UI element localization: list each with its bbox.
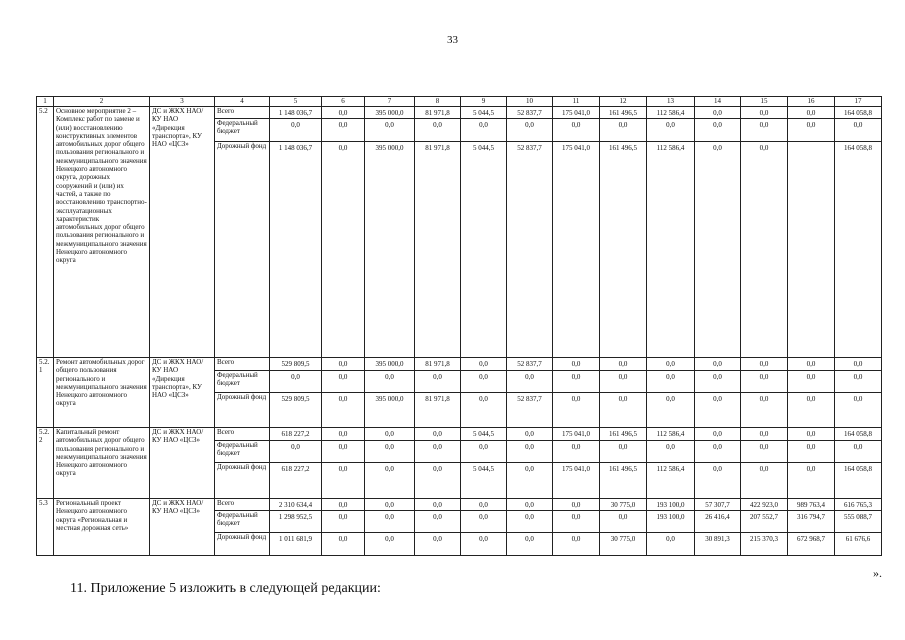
value-cell: 175 041,0	[553, 142, 600, 358]
value-cell: 0,0	[415, 533, 461, 556]
column-number-7: 7	[365, 97, 415, 107]
value-cell: 0,0	[461, 119, 507, 142]
value-cell: 0,0	[600, 119, 647, 142]
value-cell: 0,0	[322, 463, 365, 499]
section-name: Капитальный ремонт автомобильных дорог общего пользования регионального и межмуниципального значения Ненецкого автономного округа	[54, 428, 150, 499]
value-cell: 0,0	[507, 533, 553, 556]
instruction-text: 11. Приложение 5 изложить в следующей редакции:	[70, 581, 381, 596]
value-cell: 0,0	[835, 371, 882, 393]
value-cell: 672 968,7	[788, 533, 835, 556]
value-cell: 0,0	[788, 428, 835, 441]
value-cell: 0,0	[322, 393, 365, 428]
value-cell: 0,0	[741, 371, 788, 393]
value-cell: 207 552,7	[741, 511, 788, 533]
section-executor: ДС и ЖКХ НАО/ КУ НАО «ЦСЗ»	[150, 428, 215, 499]
value-cell: 0,0	[741, 119, 788, 142]
funding-source: Федеральный бюджет	[215, 119, 270, 142]
value-cell: 0,0	[647, 441, 695, 463]
column-number-11: 11	[553, 97, 600, 107]
value-cell: 0,0	[415, 511, 461, 533]
value-cell: 0,0	[788, 371, 835, 393]
value-cell: 0,0	[695, 393, 741, 428]
value-cell: 0,0	[553, 499, 600, 511]
value-cell: 0,0	[365, 119, 415, 142]
value-cell: 161 496,5	[600, 107, 647, 119]
section-executor: ДС и ЖКХ НАО/ КУ НАО «Дирекция транспорта», КУ НАО «ЦСЗ»	[150, 358, 215, 428]
value-cell: 0,0	[322, 533, 365, 556]
value-cell: 81 971,8	[415, 393, 461, 428]
value-cell: 529 809,5	[270, 358, 322, 371]
value-cell: 0,0	[647, 119, 695, 142]
funding-source: Федеральный бюджет	[215, 511, 270, 533]
value-cell: 1 298 952,5	[270, 511, 322, 533]
value-cell: 0,0	[695, 463, 741, 499]
value-cell: 5 044,5	[461, 463, 507, 499]
section-name: Ремонт автомобильных дорог общего пользования регионального и межмуниципального значения Ненецкого автономного округа	[54, 358, 150, 428]
value-cell: 0,0	[788, 358, 835, 371]
value-cell: 0,0	[647, 371, 695, 393]
value-cell: 30 775,0	[600, 499, 647, 511]
table-row	[37, 358, 882, 371]
value-cell: 0,0	[788, 441, 835, 463]
value-cell: 618 227,2	[270, 463, 322, 499]
value-cell: 112 586,4	[647, 142, 695, 358]
budget-table	[36, 96, 882, 556]
value-cell: 0,0	[365, 533, 415, 556]
funding-source: Всего	[215, 107, 270, 119]
value-cell: 0,0	[270, 119, 322, 142]
value-cell: 0,0	[741, 358, 788, 371]
budget-table-container	[36, 96, 881, 556]
value-cell: 0,0	[553, 441, 600, 463]
value-cell: 0,0	[647, 393, 695, 428]
value-cell: 0,0	[553, 371, 600, 393]
value-cell: 0,0	[741, 441, 788, 463]
value-cell: 0,0	[461, 533, 507, 556]
value-cell: 0,0	[695, 358, 741, 371]
column-number-15: 15	[741, 97, 788, 107]
value-cell	[788, 142, 835, 358]
value-cell: 0,0	[695, 371, 741, 393]
value-cell: 395 000,0	[365, 393, 415, 428]
value-cell: 0,0	[322, 107, 365, 119]
value-cell: 0,0	[835, 441, 882, 463]
value-cell: 0,0	[507, 428, 553, 441]
funding-source: Всего	[215, 428, 270, 441]
value-cell: 164 058,8	[835, 142, 882, 358]
value-cell: 52 837,7	[507, 142, 553, 358]
value-cell: 81 971,8	[415, 107, 461, 119]
value-cell: 81 971,8	[415, 358, 461, 371]
value-cell: 1 148 036,7	[270, 107, 322, 119]
value-cell: 52 837,7	[507, 358, 553, 371]
value-cell: 52 837,7	[507, 393, 553, 428]
funding-source: Дорожный фонд	[215, 393, 270, 428]
value-cell: 2 310 634,4	[270, 499, 322, 511]
value-cell: 0,0	[322, 142, 365, 358]
funding-source: Всего	[215, 499, 270, 511]
value-cell: 0,0	[553, 358, 600, 371]
value-cell: 0,0	[365, 428, 415, 441]
column-number-3: 3	[150, 97, 215, 107]
value-cell: 0,0	[365, 511, 415, 533]
value-cell: 0,0	[695, 428, 741, 441]
value-cell: 193 100,0	[647, 499, 695, 511]
value-cell: 0,0	[741, 428, 788, 441]
value-cell: 193 100,0	[647, 511, 695, 533]
value-cell: 0,0	[461, 511, 507, 533]
value-cell: 395 000,0	[365, 107, 415, 119]
value-cell: 0,0	[600, 511, 647, 533]
funding-source: Дорожный фонд	[215, 463, 270, 499]
table-row	[37, 499, 882, 511]
value-cell: 422 923,0	[741, 499, 788, 511]
value-cell: 0,0	[461, 499, 507, 511]
value-cell: 0,0	[461, 371, 507, 393]
section-code: 5.3	[37, 499, 54, 556]
closing-quote: ».	[873, 566, 882, 580]
column-number-4: 4	[215, 97, 270, 107]
funding-source: Федеральный бюджет	[215, 441, 270, 463]
section-name: Основное мероприятие 2 – Комплекс работ по замене и (или) восстановлению конструктивных элементов автомобильных дорог общего пользования регионального и межмуниципального значения Ненецкого автономного округа, дорожных сооружений и (или) их частей, а также по восстановлению транспортно-эксплуатационных характеристик автомобильных дорог общего пользования регионального и межмуниципального значения Ненецкого автономного округа	[54, 107, 150, 358]
value-cell: 0,0	[553, 511, 600, 533]
column-number-16: 16	[788, 97, 835, 107]
column-number-17: 17	[835, 97, 882, 107]
value-cell: 0,0	[507, 499, 553, 511]
funding-source: Дорожный фонд	[215, 533, 270, 556]
value-cell: 616 765,3	[835, 499, 882, 511]
value-cell: 0,0	[741, 142, 788, 358]
value-cell: 164 058,8	[835, 107, 882, 119]
funding-source: Всего	[215, 358, 270, 371]
value-cell: 0,0	[415, 371, 461, 393]
value-cell: 26 416,4	[695, 511, 741, 533]
value-cell: 0,0	[322, 441, 365, 463]
column-number-9: 9	[461, 97, 507, 107]
value-cell: 52 837,7	[507, 107, 553, 119]
value-cell: 0,0	[415, 463, 461, 499]
value-cell: 161 496,5	[600, 428, 647, 441]
value-cell: 215 370,3	[741, 533, 788, 556]
value-cell: 5 044,5	[461, 428, 507, 441]
value-cell: 529 809,5	[270, 393, 322, 428]
value-cell: 0,0	[695, 142, 741, 358]
value-cell: 57 307,7	[695, 499, 741, 511]
section-executor: ДС и ЖКХ НАО/ КУ НАО «Дирекция транспорта», КУ НАО «ЦСЗ»	[150, 107, 215, 358]
column-number-13: 13	[647, 97, 695, 107]
value-cell: 0,0	[270, 441, 322, 463]
page-number: 33	[447, 34, 458, 46]
value-cell: 0,0	[507, 119, 553, 142]
value-cell: 395 000,0	[365, 142, 415, 358]
value-cell: 112 586,4	[647, 463, 695, 499]
value-cell: 0,0	[322, 371, 365, 393]
value-cell: 0,0	[600, 441, 647, 463]
value-cell: 0,0	[507, 463, 553, 499]
value-cell: 0,0	[322, 511, 365, 533]
value-cell: 395 000,0	[365, 358, 415, 371]
value-cell: 30 891,3	[695, 533, 741, 556]
value-cell: 0,0	[365, 371, 415, 393]
section-code: 5.2.2	[37, 428, 54, 499]
value-cell: 0,0	[741, 393, 788, 428]
value-cell: 0,0	[788, 393, 835, 428]
column-number-10: 10	[507, 97, 553, 107]
column-number-2: 2	[54, 97, 150, 107]
value-cell: 316 794,7	[788, 511, 835, 533]
value-cell: 989 763,4	[788, 499, 835, 511]
section-name: Региональный проект Ненецкого автономного округа «Региональная и местная дорожная сеть»	[54, 499, 150, 556]
table-header-row	[37, 97, 882, 107]
value-cell: 0,0	[600, 358, 647, 371]
value-cell: 0,0	[322, 119, 365, 142]
value-cell: 0,0	[415, 499, 461, 511]
value-cell: 0,0	[695, 119, 741, 142]
value-cell: 164 058,8	[835, 463, 882, 499]
value-cell: 0,0	[461, 358, 507, 371]
value-cell: 30 775,0	[600, 533, 647, 556]
column-number-14: 14	[695, 97, 741, 107]
section-code: 5.2	[37, 107, 54, 358]
value-cell: 5 044,5	[461, 142, 507, 358]
value-cell: 618 227,2	[270, 428, 322, 441]
funding-source: Федеральный бюджет	[215, 371, 270, 393]
value-cell: 0,0	[741, 107, 788, 119]
value-cell: 0,0	[741, 463, 788, 499]
value-cell: 0,0	[322, 358, 365, 371]
value-cell: 0,0	[507, 441, 553, 463]
column-number-1: 1	[37, 97, 54, 107]
value-cell: 0,0	[788, 119, 835, 142]
value-cell: 0,0	[553, 393, 600, 428]
column-number-6: 6	[322, 97, 365, 107]
value-cell: 0,0	[365, 463, 415, 499]
value-cell: 0,0	[322, 428, 365, 441]
section-executor: ДС и ЖКХ НАО/ КУ НАО «ЦСЗ»	[150, 499, 215, 556]
value-cell: 112 586,4	[647, 107, 695, 119]
value-cell: 0,0	[835, 119, 882, 142]
value-cell: 0,0	[695, 441, 741, 463]
value-cell: 0,0	[270, 371, 322, 393]
value-cell: 0,0	[553, 533, 600, 556]
value-cell: 0,0	[415, 119, 461, 142]
value-cell: 81 971,8	[415, 142, 461, 358]
value-cell: 0,0	[461, 393, 507, 428]
table-row	[37, 107, 882, 119]
value-cell: 0,0	[507, 371, 553, 393]
value-cell: 0,0	[835, 358, 882, 371]
value-cell: 0,0	[695, 107, 741, 119]
value-cell: 0,0	[647, 533, 695, 556]
value-cell: 0,0	[788, 463, 835, 499]
value-cell: 175 041,0	[553, 107, 600, 119]
value-cell: 0,0	[365, 441, 415, 463]
value-cell: 0,0	[322, 499, 365, 511]
value-cell: 0,0	[553, 119, 600, 142]
column-number-12: 12	[600, 97, 647, 107]
column-number-5: 5	[270, 97, 322, 107]
value-cell: 0,0	[507, 511, 553, 533]
value-cell: 161 496,5	[600, 142, 647, 358]
value-cell: 1 148 036,7	[270, 142, 322, 358]
value-cell: 0,0	[788, 107, 835, 119]
value-cell: 0,0	[647, 358, 695, 371]
value-cell: 0,0	[600, 393, 647, 428]
value-cell: 555 088,7	[835, 511, 882, 533]
value-cell: 0,0	[600, 371, 647, 393]
value-cell: 112 586,4	[647, 428, 695, 441]
value-cell: 175 041,0	[553, 428, 600, 441]
value-cell: 161 496,5	[600, 463, 647, 499]
value-cell: 0,0	[365, 499, 415, 511]
column-number-8: 8	[415, 97, 461, 107]
value-cell: 61 676,6	[835, 533, 882, 556]
value-cell: 0,0	[835, 393, 882, 428]
value-cell: 0,0	[461, 441, 507, 463]
table-row	[37, 428, 882, 441]
value-cell: 0,0	[415, 441, 461, 463]
value-cell: 1 011 681,9	[270, 533, 322, 556]
value-cell: 175 041,0	[553, 463, 600, 499]
value-cell: 0,0	[415, 428, 461, 441]
funding-source: Дорожный фонд	[215, 142, 270, 358]
value-cell: 164 058,8	[835, 428, 882, 441]
value-cell: 5 044,5	[461, 107, 507, 119]
section-code: 5.2.1	[37, 358, 54, 428]
